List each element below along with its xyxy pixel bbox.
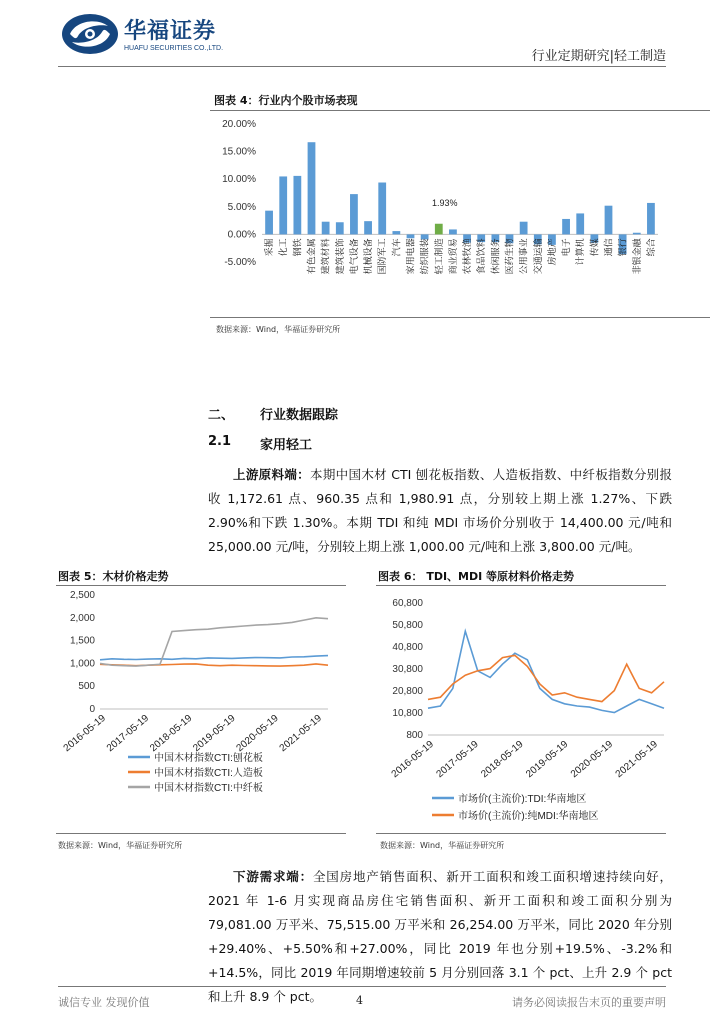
xtick-label: 2021-05-19 — [277, 712, 324, 755]
ytick-label: 2,000 — [69, 612, 95, 624]
figure4-bar — [265, 211, 273, 235]
figure4-bar — [279, 176, 287, 234]
footer-disclaimer: 请务必阅读报告末页的重要声明 — [512, 996, 666, 1009]
figure6-title: 图表 6： TDI、MDI 等原材料价格走势 — [378, 570, 575, 583]
figure4-category-label: 国防军工 — [377, 238, 388, 275]
figure4-category-label: 家用电器 — [405, 238, 416, 275]
figure4-ytick-label: 10.00% — [222, 174, 256, 186]
figure5-chart — [56, 588, 346, 820]
ytick-label: 20,800 — [392, 686, 423, 697]
figure4-category-label: 食品饮料 — [476, 238, 487, 275]
xtick-label: 2017-05-19 — [434, 738, 481, 781]
paragraph-upstream — [208, 463, 672, 559]
ytick-label: 0 — [89, 704, 95, 715]
figure4-ytick-label: 15.00% — [222, 146, 256, 158]
figure4-category-label: 房地产 — [546, 238, 557, 266]
figure4-category-label: 农林牧渔 — [462, 238, 473, 275]
ytick-label: 800 — [406, 730, 423, 741]
logo-emblem-icon — [60, 12, 120, 56]
figure4-bar — [449, 229, 457, 234]
figure4-category-label: 有色金属 — [306, 238, 317, 275]
figure4-category-label: 纺织服装 — [419, 238, 430, 275]
paragraph-upstream-lead: 上游原料端： — [233, 467, 310, 482]
figure4-bar — [293, 176, 301, 235]
xtick-label: 2018-05-19 — [148, 712, 195, 755]
figure4-category-label: 化工 — [278, 238, 289, 257]
figure4-category-label: 计算机 — [575, 238, 586, 266]
xtick-label: 2020-05-19 — [568, 738, 616, 781]
company-logo — [60, 12, 120, 56]
figure4-chart — [210, 114, 710, 318]
ytick-label: 60,800 — [392, 598, 423, 609]
figure4-bar — [407, 234, 415, 238]
company-name-cn: 华福证券 — [124, 18, 217, 44]
figure4-bar — [350, 194, 358, 234]
figure4-title-rule — [210, 110, 710, 111]
figure4-bar — [562, 219, 570, 234]
series-line — [100, 656, 328, 660]
figure4-category-label: 医药生物 — [504, 238, 515, 275]
footer-rule — [58, 986, 666, 987]
figure4-category-label: 交通运输 — [532, 238, 543, 275]
paragraph-downstream — [208, 865, 672, 1009]
ytick-label: 10,800 — [392, 708, 423, 719]
figure4-bar — [378, 183, 386, 235]
ytick-label: 50,800 — [392, 620, 423, 631]
ytick-label: 1,000 — [69, 658, 95, 670]
figure4-title: 图表 4：行业内个股市场表现 — [214, 94, 358, 107]
legend-label: 中国木材指数CTI:刨花板 — [154, 753, 263, 764]
figure4-category-label: 公用事业 — [518, 238, 529, 275]
figure4-category-label: 综合 — [645, 238, 656, 257]
legend-label: 中国木材指数CTI:人造板 — [154, 768, 263, 779]
ytick-label: 2,500 — [69, 590, 95, 601]
xtick-label: 2019-05-19 — [191, 712, 238, 755]
ytick-label: 40,800 — [392, 642, 423, 653]
figure4-bar — [576, 213, 584, 234]
xtick-label: 2016-05-19 — [389, 738, 436, 781]
figure4-bottom-rule — [210, 317, 710, 318]
figure5-title-rule — [56, 585, 346, 586]
figure4-ytick-label: -5.00% — [224, 257, 256, 268]
figure4-category-label: 电气设备 — [348, 238, 359, 275]
figure4-category-label: 非银金融 — [631, 238, 642, 275]
figure4-category-label: 轻工制造 — [433, 238, 444, 275]
section2-number: 二、 — [208, 408, 235, 423]
figure4-category-label: 商业贸易 — [447, 238, 458, 275]
paragraph-downstream-text: 全国房地产销售面积、新开工面积和竣工面积增速持续向好，2021 年 1-6 月实现商品房住宅销售面积、新开工面积和竣工面积分别为 79,081.00 万平米、75,515.00 万平米和 26,254.00 万平米，同比 2020 年分别+29.40%、+5.50%和+27.00%，同比 2019 年也分别+19.5%、-3.2%和+14.5%，同比 2019 年同期增速较前 5 月分别回落 3.1 个 pct、上升 2.9 个 pct 和上升 8.9 个 pct。 — [208, 869, 672, 1004]
figure5-source: 数据来源：Wind，华福证券研究所 — [58, 841, 183, 850]
company-name-en: HUAFU SECURITIES CO.,LTD. — [124, 45, 224, 52]
figure4-category-label: 传媒 — [589, 238, 600, 257]
figure6-chart — [376, 588, 666, 830]
figure4-ytick-label: 5.00% — [227, 201, 256, 213]
figure6-bottom-rule — [376, 833, 666, 834]
paragraph-upstream-text: 本期中国木材 CTI 刨花板指数、人造板指数、中纤板指数分别报收 1,172.61 点、960.35 点和 1,980.91 点，分别较上期上涨 1.27%、下跌 2.90%和下跌 1.30%。本期 TDI 和纯 MDI 市场价分别收于 14,400.00 元/吨和 25,000.00 元/吨，分别较上期上涨 1,000.00 元/吨和上涨 3,800.00 元/吨。 — [208, 467, 672, 554]
ytick-label: 1,500 — [69, 635, 95, 647]
figure4-bar — [647, 203, 655, 234]
xtick-label: 2017-05-19 — [104, 712, 152, 755]
figure4-category-label: 电子 — [561, 238, 572, 257]
figure4-category-label: 通信 — [603, 238, 614, 257]
figure4-category-label: 钢铁 — [292, 238, 303, 257]
figure4-ytick-label: 20.00% — [222, 119, 256, 130]
figure4-bar — [435, 224, 443, 235]
xtick-label: 2016-05-19 — [61, 712, 108, 755]
figure4-ytick-label: 0.00% — [227, 229, 256, 241]
legend-label: 中国木材指数CTI:中纤板 — [154, 783, 263, 794]
xtick-label: 2021-05-19 — [613, 738, 660, 781]
figure4-bar — [392, 231, 400, 234]
figure4-bar — [633, 233, 641, 235]
figure5-title: 图表 5：木材价格走势 — [58, 570, 169, 583]
figure6-title-rule — [376, 585, 666, 586]
series-line — [428, 631, 664, 712]
ytick-label: 30,800 — [392, 664, 423, 675]
xtick-label: 2018-05-19 — [479, 738, 526, 781]
figure4-bar — [520, 222, 528, 235]
footer-page-number: 4 — [356, 994, 363, 1007]
header-rule — [58, 66, 666, 67]
report-type: 行业定期研究|轻工制造 — [531, 49, 666, 64]
figure4-bar — [364, 221, 372, 234]
footer-slogan: 诚信专业 发现价值 — [58, 996, 150, 1009]
xtick-label: 2020-05-19 — [234, 712, 281, 755]
figure4-category-label: 机械设备 — [363, 238, 374, 275]
section21-title: 家用轻工 — [260, 438, 313, 453]
figure4-category-label: 休闲服务 — [490, 238, 501, 275]
figure4-category-label: 银行 — [617, 238, 628, 257]
figure6-source: 数据来源：Wind，华福证券研究所 — [380, 841, 505, 850]
figure4-category-label: 汽车 — [391, 238, 402, 257]
figure4-category-label: 建筑材料 — [320, 238, 331, 275]
paragraph-downstream-lead: 下游需求端： — [233, 869, 313, 884]
figure4-category-label: 采掘 — [264, 238, 275, 257]
section21-number: 2.1 — [208, 434, 232, 449]
xtick-label: 2019-05-19 — [524, 738, 571, 781]
figure4-bar — [336, 222, 344, 234]
figure4-bar — [322, 222, 330, 235]
figure4-category-label: 建筑装饰 — [334, 238, 345, 275]
figure4-annotation: 1.93% — [432, 198, 458, 208]
ytick-label: 500 — [78, 681, 95, 693]
figure5-bottom-rule — [56, 833, 346, 834]
legend-label: 市场价(主流价):纯MDI:华南地区 — [458, 811, 599, 822]
figure4-source: 数据来源：Wind，华福证券研究所 — [216, 325, 341, 334]
figure4-bar — [605, 206, 613, 235]
legend-label: 市场价(主流价):TDI:华南地区 — [458, 794, 587, 805]
section2-title: 行业数据跟踪 — [260, 408, 339, 423]
figure4-bar — [308, 142, 316, 234]
